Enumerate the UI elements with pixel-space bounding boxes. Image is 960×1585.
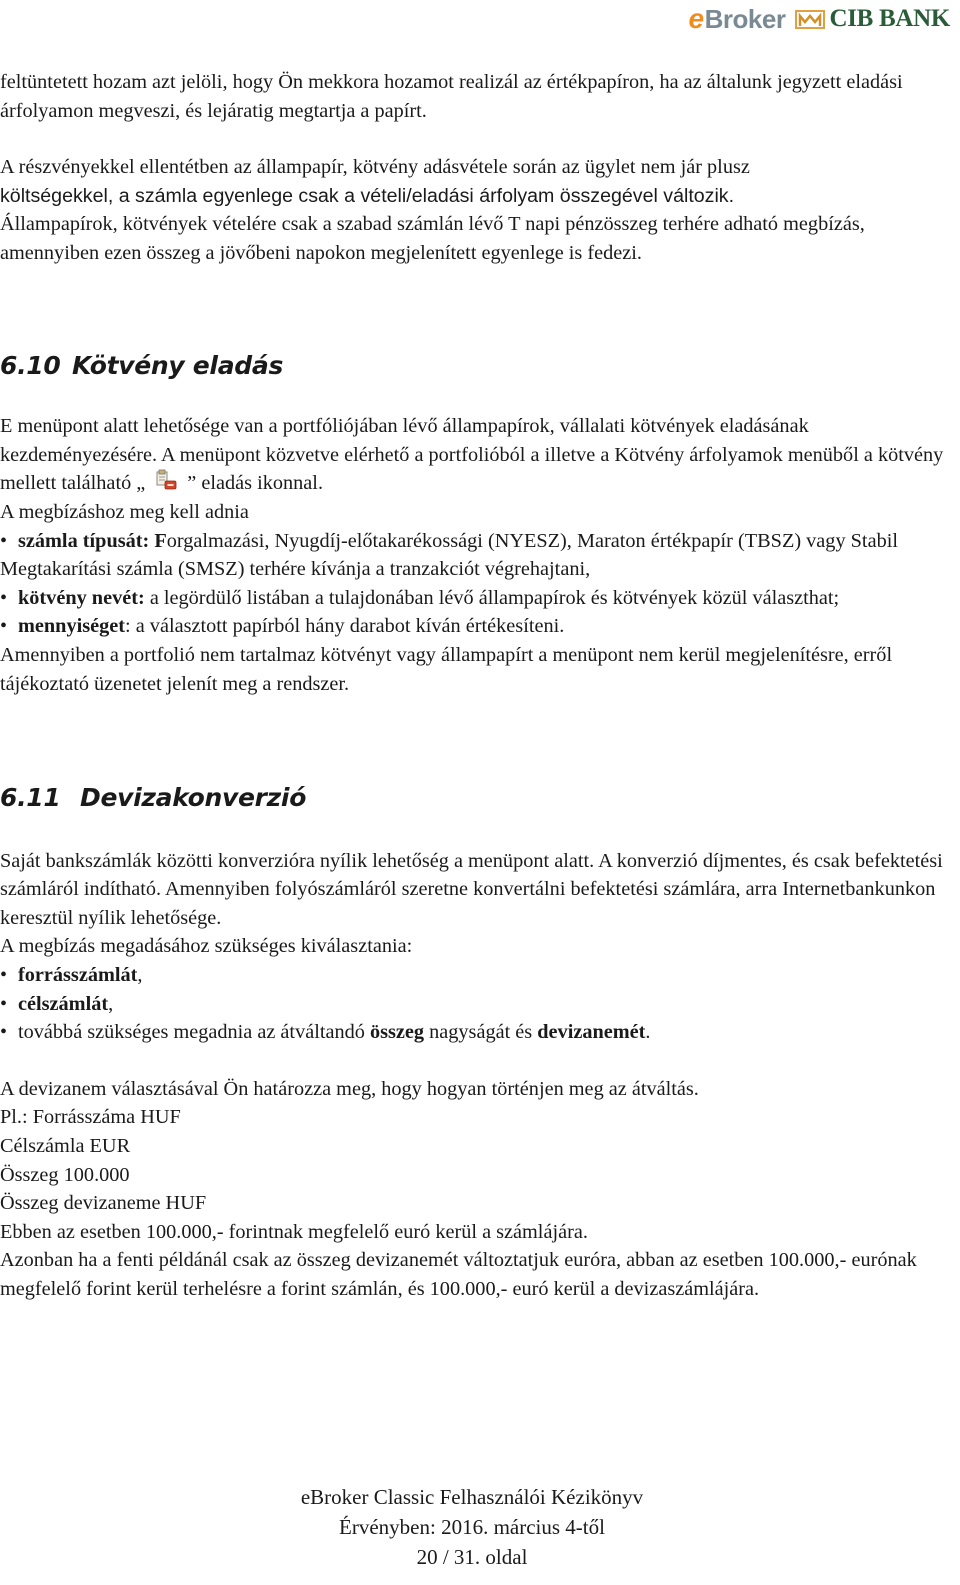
- section-6-10-bullet-2-text: a legördülő listában a tulajdonában lévő állampapírok és kötvények közül választhat;: [144, 586, 840, 609]
- intro-paragraph-2: [0, 153, 948, 210]
- section-6-10-bullet-3-bold: mennyiséget: [18, 615, 126, 638]
- intro-paragraph-1: feltüntetett hozam azt jelöli, hogy Ön mekkora hozamot realizál az értékpapíron, ha az általunk jegyzett eladási árfolyamon megveszi, és lejáratig megtartja a papírt.: [0, 71, 903, 122]
- page-footer: [0, 1482, 944, 1572]
- ebroker-logo-text: Broker: [704, 3, 786, 34]
- heading-6-11: [0, 784, 948, 813]
- section-6-10-paragraph-3: Amennyiben a portfolió nem tartalmaz kötvényt vagy állampapírt a menüpont nem kerül megjelenítésre, erről tájékoztató üzenetet jelenít meg a rendszer.: [0, 643, 893, 695]
- section-6-11-paragraph-2: A megbízás megadásához szükséges kiválasztania:: [0, 935, 413, 958]
- section-6-11-bullet-1: [0, 961, 948, 990]
- section-6-11-bullet-3-text-c: .: [645, 1021, 651, 1044]
- section-6-10-bullet-3: [0, 612, 948, 641]
- section-6-11-bullet-3-text-b: nagyságát és: [424, 1021, 538, 1044]
- example-line-2: Célszámla EUR: [0, 1135, 131, 1158]
- cib-bank-logo: [795, 5, 950, 33]
- heading-6-10-title: Kötvény eladás: [72, 350, 284, 380]
- section-6-11-bullet-1-bold: forrásszámlát: [18, 964, 138, 987]
- ebroker-logo-e: e: [688, 3, 704, 34]
- example-line-4: Összeg devizaneme HUF: [0, 1192, 207, 1215]
- bond-sell-icon: [155, 469, 177, 491]
- section-6-11-bullet-3-bold-1: összeg: [369, 1021, 425, 1044]
- section-6-11-paragraph-3: A devizanem választásával Ön határozza meg, hogy hogyan történjen meg az átváltás.: [0, 1077, 699, 1100]
- section-6-10-bullet-3-text: : a választott papírból hány darabot kíván értékesíteni.: [125, 615, 565, 638]
- section-6-11-bullet-2: [0, 990, 948, 1019]
- section-6-10-paragraph-1: [0, 412, 948, 498]
- section-6-11-paragraph-1: Saját bankszámlák közötti konverzióra nyílik lehetőség a menüpont alatt. A konverzió díjmentes, és csak befektetési számláról indítható. Amennyiben folyószámláról szeretne konvertálni befektetési számlára, arra Internetbankunkon keresztül nyílik lehetősége.: [0, 849, 943, 929]
- section-6-10-paragraph-2: A megbízáshoz meg kell adnia: [0, 500, 249, 523]
- heading-6-10-number: 6.10: [0, 350, 61, 380]
- section-6-10-paragraph-1-text: E menüpont alatt lehetősége van a portfóliójában lévő állampapírok, vállalati kötvények eladásának kezdeményezésére. A menüpont közvetve elérhető a portfolióból a illetve a Kötvény árfolyamok menüből a kötvény mellett található „: [0, 415, 944, 495]
- section-6-10-bullet-2-bold: kötvény nevét:: [18, 586, 145, 609]
- cib-mark-icon: [795, 7, 825, 31]
- example-line-3: Összeg 100.000: [0, 1163, 130, 1186]
- footer-manual-title: eBroker Classic Felhasználói Kézikönyv: [300, 1485, 644, 1509]
- section-6-11-bullet-3-bold-2: devizanemét: [537, 1021, 646, 1044]
- section-6-10-bullet-2: [0, 584, 948, 613]
- heading-6-10: [0, 352, 948, 381]
- section-6-10-paragraph-1-after-icon: ” eladás ikonnal.: [187, 472, 324, 495]
- footer-page-number: 20 / 31. oldal: [416, 1545, 528, 1569]
- page-header: [689, 2, 950, 36]
- example-line-5: Ebben az esetben 100.000,- forintnak megfelelő euró kerül a számlájára.: [0, 1220, 588, 1243]
- section-6-11-bullet-3: [0, 1018, 948, 1047]
- section-6-11-bullet-3-text-a: továbbá szükséges megadnia az átváltandó: [18, 1021, 370, 1044]
- section-6-11-bullet-2-bold: célszámlát: [18, 992, 109, 1015]
- intro-paragraph-3: Állampapírok, kötvények vételére csak a szabad számlán lévő T napi pénzösszeg terhére adható megbízás, amennyiben ezen összeg a jövőbeni napokon megjelenített egyenlege is fedezi.: [0, 213, 865, 264]
- heading-6-11-number: 6.11: [0, 783, 61, 813]
- heading-6-11-title: Devizakonverzió: [80, 783, 307, 813]
- section-6-11-bullet-1-text: ,: [137, 964, 143, 987]
- cib-bank-logo-text: CIB BANK: [829, 5, 950, 32]
- example-line-1: Pl.: Forrásszáma HUF: [0, 1106, 181, 1129]
- ebroker-logo: [689, 3, 786, 35]
- document-body: [0, 68, 948, 1304]
- intro-paragraph-2-line-2: költségekkel, a számla egyenlege csak a vételi/eladási árfolyam összegével változik.: [0, 184, 735, 207]
- section-6-10-bullet-1-bold: számla típusát: F: [18, 529, 167, 552]
- intro-paragraph-2-line-1: A részvényekkel ellentétben az állampapír, kötvény adásvétele során az ügylet nem jár plusz: [0, 156, 750, 179]
- section-6-10-bullet-1: [0, 527, 948, 584]
- section-6-11-bullet-2-text: ,: [108, 992, 114, 1015]
- footer-valid-date: Érvényben: 2016. március 4-től: [339, 1515, 605, 1539]
- section-6-11-paragraph-4: Azonban ha a fenti példánál csak az összeg devizanemét változtatjuk euróra, abban az esetben 100.000,- eurónak megfelelő forint kerül terhelésre a forint számlán, és 100.000,- euró kerül a devizaszámlájára.: [0, 1249, 917, 1300]
- section-6-10-bullet-1-text: orgalmazási, Nyugdíj-előtakarékossági (NYESZ), Maraton értékpapír (TBSZ) vagy Stabil Megtakarítási számla (SMSZ) terhére kívánja a tranzakciót végrehajtani,: [0, 529, 898, 581]
